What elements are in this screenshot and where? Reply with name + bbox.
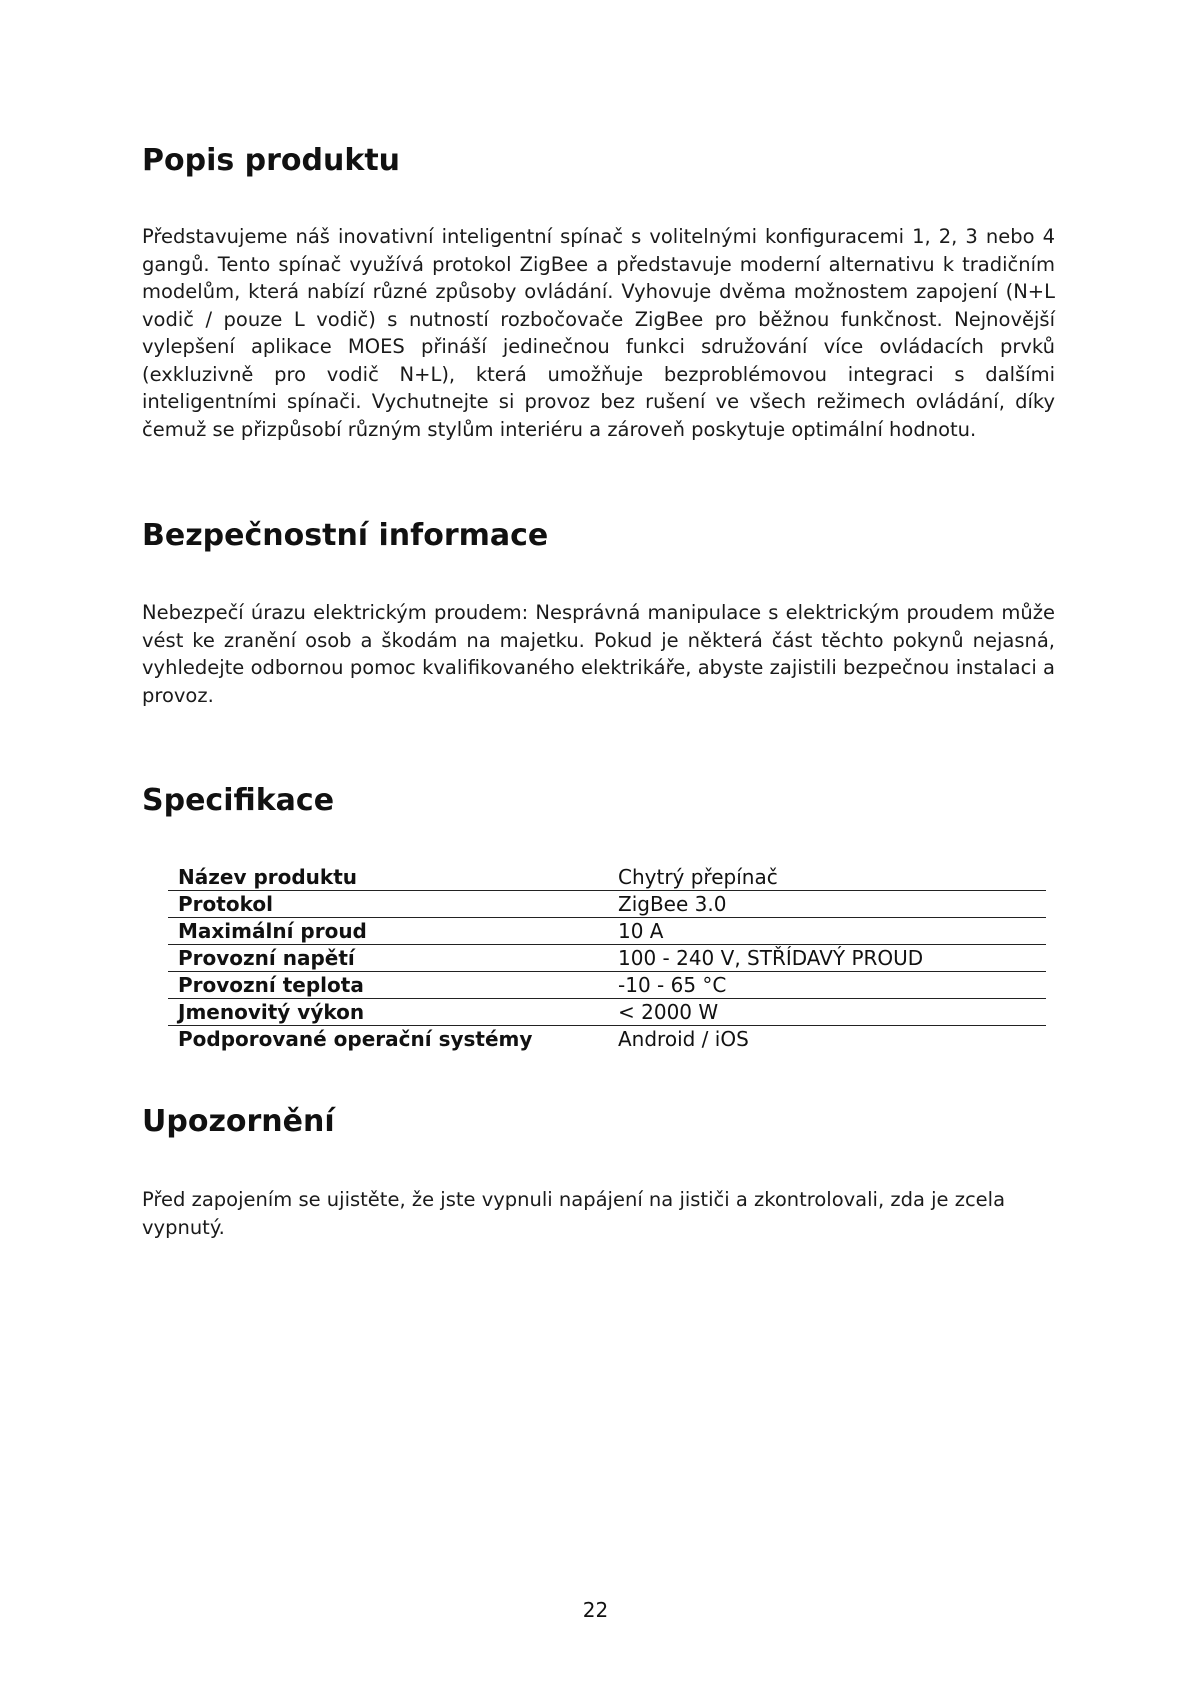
table-row	[168, 999, 1046, 1026]
spec-key: Název produktu	[178, 865, 358, 889]
specification-table	[168, 864, 1046, 1052]
page-number: 22	[582, 1598, 609, 1622]
section-heading-upozorneni: Upozornění	[142, 1104, 335, 1139]
spec-key: Provozní napětí	[178, 946, 355, 970]
paragraph-bezpecnostni-informace: Nebezpečí úrazu elektrickým proudem: Nesprávná manipulace s elektrickým proudem může vést ke zranění osob a škodám na majetku. Pokud je některá část těchto pokynů nejasná, vyhledejte odbornou pomoc kvalifikovaného elektrikáře, abyste zajistili bezpečnou instalaci a provoz.	[142, 601, 1055, 707]
table-row	[168, 864, 1046, 891]
table-row	[168, 1026, 1046, 1053]
spec-key: Protokol	[178, 892, 273, 916]
spec-key: Maximální proud	[178, 919, 367, 943]
section-heading-popis-produktu: Popis produktu	[142, 143, 401, 178]
section-heading-specifikace: Specifikace	[142, 783, 335, 818]
table-row	[168, 891, 1046, 918]
section-heading-bezpecnostni-informace: Bezpečnostní informace	[142, 518, 549, 553]
spec-value: 100 - 240 V, STŘÍDAVÝ PROUD	[618, 946, 924, 970]
spec-value: 10 A	[618, 919, 664, 943]
spec-key: Jmenovitý výkon	[178, 1000, 365, 1024]
spec-value: < 2000 W	[618, 1000, 719, 1024]
table-row	[168, 945, 1046, 972]
spec-value: Chytrý přepínač	[618, 865, 778, 889]
spec-value: -10 - 65 °C	[618, 973, 727, 997]
spec-value: ZigBee 3.0	[618, 892, 727, 916]
paragraph-upozorneni: Před zapojením se ujistěte, že jste vypnuli napájení na jističi a zkontrolovali, zda je zcela vypnutý.	[142, 1188, 1006, 1239]
spec-key: Podporované operační systémy	[178, 1027, 533, 1051]
table-row	[168, 918, 1046, 945]
spec-value: Android / iOS	[618, 1027, 749, 1051]
table-row	[168, 972, 1046, 999]
spec-key: Provozní teplota	[178, 973, 364, 997]
paragraph-popis-produktu: Představujeme náš inovativní inteligentní spínač s volitelnými konfiguracemi 1, 2, 3 nebo 4 gangů. Tento spínač využívá protokol ZigBee a představuje moderní alternativu k tradičním modelům, která nabízí různé způsoby ovládání. Vyhovuje dvěma možnostem zapojení (N+L vodič / pouze L vodič) s nutností rozbočovače ZigBee pro běžnou funkčnost. Nejnovější vylepšení aplikace MOES přináší jedinečnou funkci sdružování více ovládacích prvků (exkluzivně pro vodič N+L), která umožňuje bezproblémovou integraci s dalšími inteligentními spínači. Vychutnejte si provoz bez rušení ve všech režimech ovládání, díky čemuž se přizpůsobí různým stylům interiéru a zároveň poskytuje optimální hodnotu.	[142, 225, 1055, 441]
